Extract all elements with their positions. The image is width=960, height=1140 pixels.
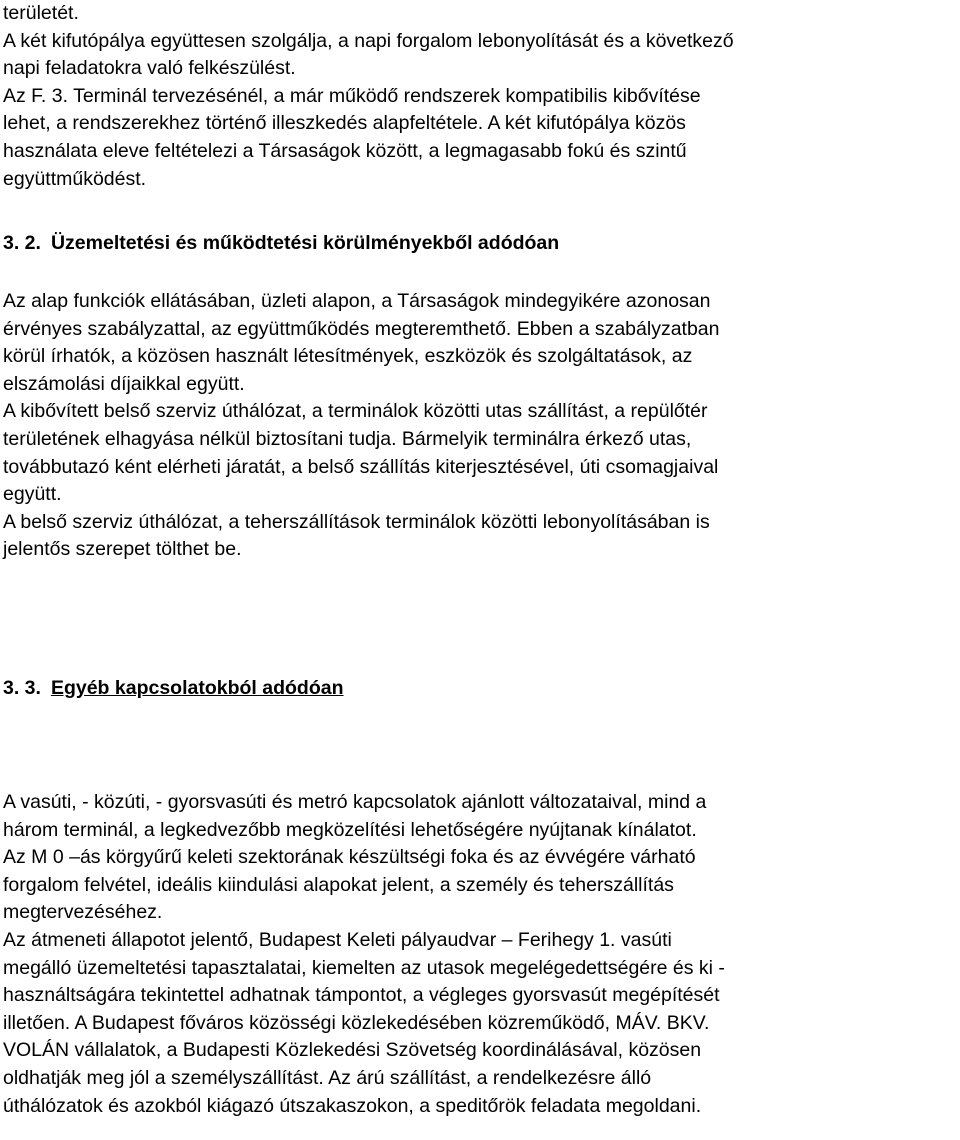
text-line: úthálózatok és azokból kiágazó útszakaszokon, a speditőrök feladata megoldani. [3, 1094, 702, 1117]
text-line: együttműködést. [3, 167, 147, 190]
section-3-2-heading [3, 230, 559, 258]
text-line: illetően. A Budapest főváros közösségi közlekedésében közreműködő, MÁV. BKV. [3, 1011, 710, 1034]
text-line: körül írhatók, a közösen használt létesítmények, eszközök és szolgáltatások, az [3, 345, 693, 368]
text-line: továbbutazó ként elérheti járatát, a belső szállítás kiterjesztésével, úti csomagjaival [3, 455, 719, 478]
text-line: jelentős szerepet tölthet be. [3, 538, 242, 561]
text-line: Az M 0 –ás körgyűrű keleti szektorának készültségi foka és az évvégére várható [3, 846, 696, 869]
text-line: Az átmeneti állapotot jelentő, Budapest Keleti pályaudvar – Ferihegy 1. vasúti [3, 928, 672, 951]
text-line: A vasúti, - közúti, - gyorsvasúti és metró kapcsolatok ajánlott változataival, mind a [3, 791, 707, 813]
text-line: Az F. 3. Terminál tervezésénél, a már működő rendszerek kompatibilis kibővítése [3, 84, 701, 107]
text-line: forgalom felvétel, ideális kiindulási alapokat jelent, a személy és teherszállítás [3, 873, 674, 896]
text-line: használtságára tekintettel adhatnak támpontot, a végleges gyorsvasút megépítését [3, 984, 720, 1007]
text-line: együtt. [3, 483, 62, 506]
text-line: VOLÁN vállalatok, a Budapesti Közlekedési Szövetség koordinálásával, közösen [3, 1039, 702, 1062]
text-line: A belső szerviz úthálózat, a teherszállítások terminálok közötti lebonyolításában is [3, 510, 710, 533]
text-line: három terminál, a legkedvezőbb megközelítési lehetőségére nyújtanak kínálatot. [3, 818, 697, 841]
section-3-3-heading [3, 675, 344, 703]
text-line: lehet, a rendszerekhez történő illeszkedés alapfeltétele. A két kifutópálya közös [3, 112, 686, 135]
text-line: A kibővített belső szerviz úthálózat, a terminálok közötti utas szállítást, a repülőtér [3, 400, 708, 423]
text-line: elszámolási díjaikkal együtt. [3, 372, 245, 395]
text-line: megálló üzemeltetési tapasztalatai, kiemelten az utasok megelégedettségére és ki - [3, 956, 725, 979]
text-line: Az alap funkciók ellátásában, üzleti alapon, a Társaságok mindegyikére azonosan [3, 290, 711, 312]
section-title: Üzemeltetési és működtetési körülményekből adódóan [50, 232, 560, 254]
section-number: 3. 3. [3, 677, 41, 699]
text-line: A két kifutópálya együttesen szolgálja, a napi forgalom lebonyolítását és a következő [3, 29, 734, 52]
text-line: napi feladatokra való felkészülést. [3, 57, 296, 80]
section-number: 3. 2. [3, 232, 41, 254]
text-line: területét. [3, 2, 79, 24]
section-3-1-tail [3, 0, 957, 193]
text-line: használata eleve feltételezi a Társaságok között, a legmagasabb fokú és szintű [3, 139, 687, 162]
text-line: érvényes szabályzattal, az együttműködés megteremthető. Ebben a szabályzatban [3, 317, 720, 340]
text-line: oldhatják meg jól a személyszállítást. Az árú szállítást, a rendelkezésre álló [3, 1066, 652, 1089]
section-title: Egyéb kapcsolatokból adódóan [50, 677, 344, 699]
section-3-2-body [3, 288, 957, 564]
section-3-3-body [3, 789, 957, 1120]
text-line: megtervezéséhez. [3, 901, 163, 924]
text-line: területének elhagyása nélkül biztosítani tudja. Bármelyik terminálra érkező utas, [3, 427, 692, 450]
